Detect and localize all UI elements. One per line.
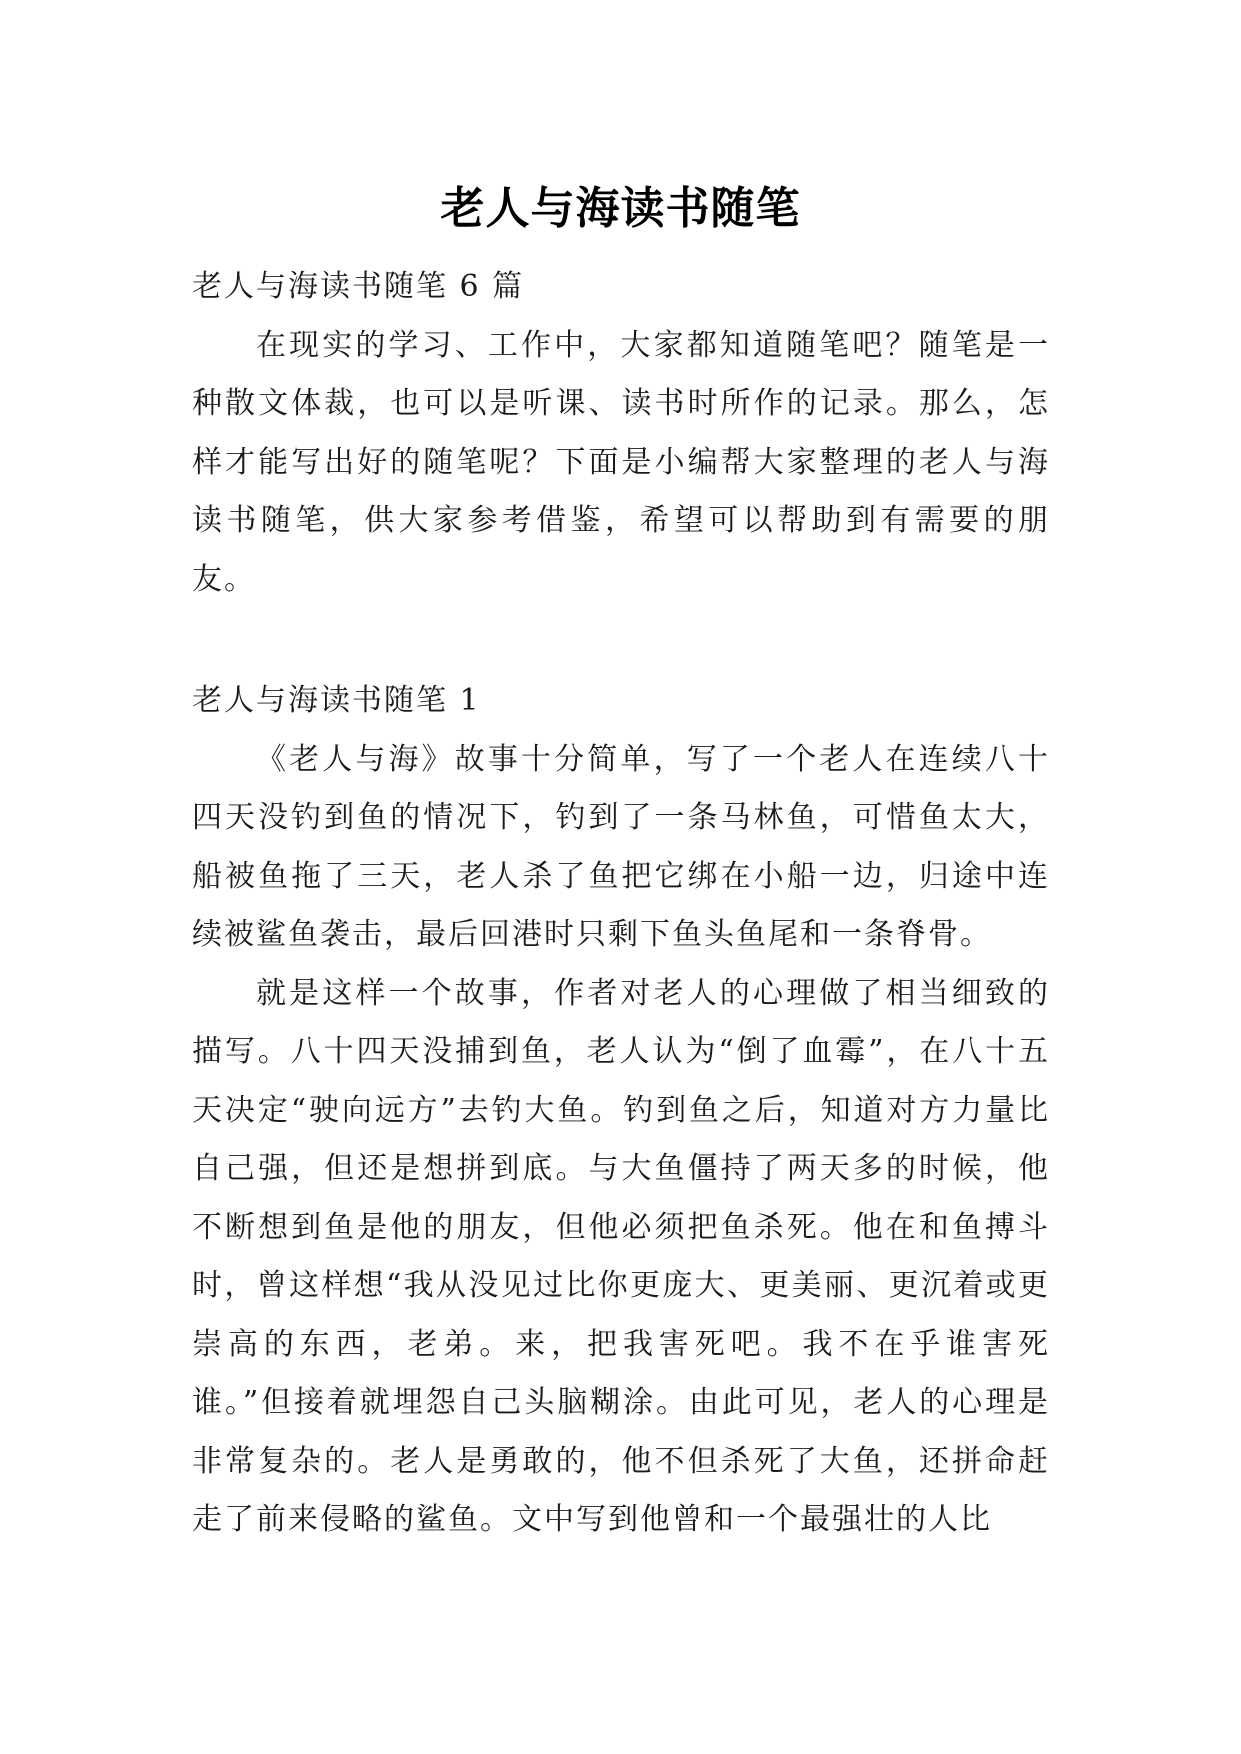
- essay-1-paragraph-2: 就是这样一个故事，作者对老人的心理做了相当细致的描写。八十四天没捕到鱼，老人认为“倒了血霉”，在八十五天决定“驶向远方”去钓大鱼。钓到鱼之后，知道对方力量比自己强，但还是想拼到底。与大鱼僵持了两天多的时候，他不断想到鱼是他的朋友，但他必须把鱼杀死。他在和鱼搏斗时，曾这样想“我从没见过比你更庞大、更美丽、更沉着或更崇高的东西，老弟。来，把我害死吧。我不在乎谁害死谁。”但接着就埋怨自己头脑糊涂。由此可见，老人的心理是非常复杂的。老人是勇敢的，他不但杀死了大鱼，还拼命赶走了前来侵略的鲨鱼。文中写到他曾和一个最强壮的人比: [192, 975, 1050, 1537]
- intro-paragraph: 在现实的学习、工作中，大家都知道随笔吧？随笔是一种散文体裁，也可以是听课、读书时所作的记录。那么，怎样才能写出好的随笔呢？下面是小编帮大家整理的老人与海读书随笔，供大家参考借鉴，希望可以帮助到有需要的朋友。: [192, 327, 1050, 597]
- document-title: 老人与海读书随笔: [440, 183, 801, 235]
- intro-heading: 老人与海读书随笔 6 篇: [192, 269, 525, 304]
- intro-section: [192, 258, 1050, 609]
- essay-1-section: [192, 672, 1050, 1550]
- essay-1-paragraph-1: 《老人与海》故事十分简单，写了一个老人在连续八十四天没钓到鱼的情况下，钓到了一条马林鱼，可惜鱼太大，船被鱼拖了三天，老人杀了鱼把它绑在小船一边，归途中连续被鲨鱼袭击，最后回港时只剩下鱼头鱼尾和一条脊骨。: [192, 741, 1050, 952]
- essay-1-heading: 老人与海读书随笔 1: [192, 683, 481, 718]
